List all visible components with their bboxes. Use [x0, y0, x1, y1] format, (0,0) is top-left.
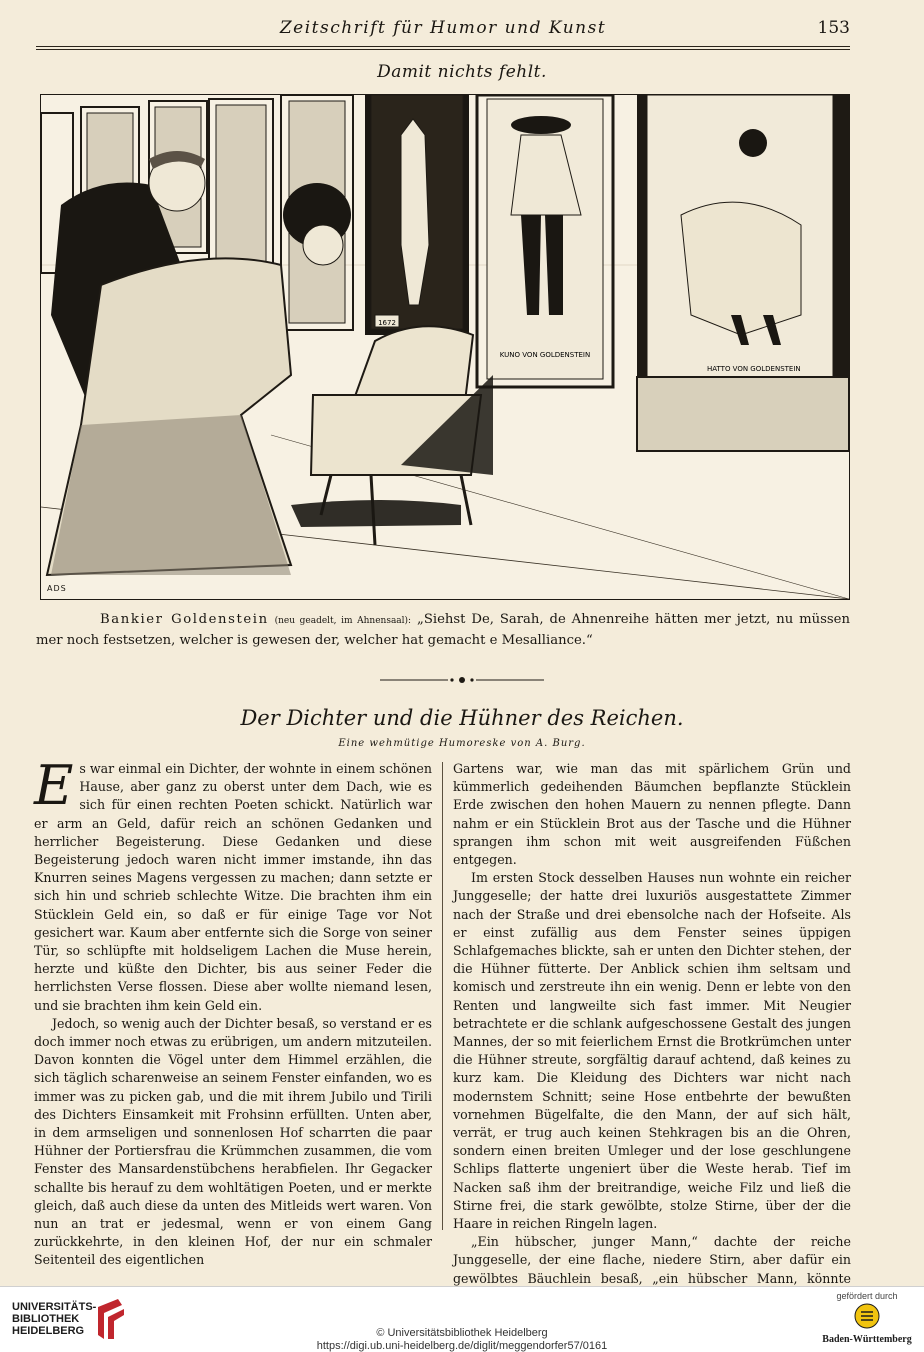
header-rule	[36, 49, 850, 50]
page-number: 153	[817, 18, 850, 38]
gallery-scene-drawing	[41, 95, 849, 599]
paragraph: Im ersten Stock desselben Hauses nun wohnte ein reicher Junggeselle; der hatte drei luxuriös ausgestattete Zimmer nach der Straße und drei ebensolche nach der Hofseite. Als er einst zufällig aus dem Fenster seines üppigen Schlafgemaches blickte, sah er unten den Dichter stehen, der die Hühner fütterte. Der Anblick schien ihm seltsam und komisch und zerstreute ihn ein wenig. Denn er lebte von den Renten und langweilte sich fast immer. Mit Neugier betrachtete er die schlank aufgeschossene Gestalt des jungen Mannes, der so mit feierlichem Ernst die Brotkrümchen unter die Hühner streute, sorgfältig darauf achtend, daß keines zu kurz kam. Die Kleidung des Dichters war nicht nach modernstem Schnitt; seine Hose entbehrte der bewußten vornehmen Bügelfalte, die den Mann, der auf sich hält, verrät, er trug auch keinen Stehkragen bis an die Ohren, sondern einen breiten Umleger und der lose geschlungene Schlips flatterte ungeniert über die Weste herab. Tief im Nacken saß ihm der breitrandige, weiche Filz und ließ die Stirne frei, die stark gewölbte, stolze Stirne, über der die Haare in reichen Ringeln lagen.	[453, 870, 851, 1232]
cartoon-title: Damit nichts fehlt.	[377, 62, 547, 82]
caption-stage-note: (neu geadelt, im Ahnensaal):	[274, 616, 412, 626]
sponsor-block	[822, 1291, 912, 1345]
running-head	[36, 18, 850, 44]
cartoon-illustration	[40, 94, 850, 600]
paragraph: Es war einmal ein Dichter, der wohnte in einem schönen Hause, aber ganz zu oberst unter dem Dach, wie es sich für einen rechten Poeten schickt. Natürlich war er arm an Geld, dafür reich an schönen Gedanken und herrlicher Begeisterung. Diese Gedanken und diese Begeisterung jedoch waren nicht immer imstande, ihn das Knurren seines Magens vergessen zu machen; dann setzte er sich hin und schrieb schlechte Witze. Die brachten ihm ein Stücklein Geld ein, so daß er für einige Tage vor Not gesichert war. Kaum aber entfernte sich die Sorge von seiner Tür, so schlüpfte mit holdseligem Lachen die Muse herein, herzte und küßte den Dichter, bis aus seiner Feder die herrlichsten Verse flossen. Diese aber wollte niemand lesen, und sie brachten ihm kein Geld ein.	[34, 754, 432, 1013]
paragraph: „Ein hübscher, junger Mann,“ dachte der reiche Junggeselle, der eine flache, niedere Stirn, aber dafür ein gewölbtes Bäuchlein besaß, „ein hübscher Mann, könnte	[453, 1234, 851, 1286]
text-column-left	[34, 754, 432, 1270]
journal-title: Zeitschrift für Humor und Kunst	[279, 18, 607, 38]
cartoon-caption	[36, 610, 850, 650]
viewer-footer	[0, 1286, 924, 1352]
state-crest-icon	[854, 1303, 880, 1329]
paragraph: Gartens war, wie man das mit spärlichem Grün und kümmerlich gedeihenden Bäumchen bepflanzte Stücklein Erde zwischen den hohen Mauern zu nennen pflegte. Dann nahm er ein Stücklein Brot aus der Tasche und die Hühner sprangen ihm schon mit weit ausgreifenden Füßchen entgegen.	[453, 761, 851, 868]
sponsor-label: gefördert durch	[836, 1291, 898, 1301]
story-subtitle: Eine wehmütige Humoreske von A. Burg.	[338, 738, 586, 749]
header-rule	[36, 46, 850, 47]
copyright-notice: © Universitätsbibliothek Heidelberg	[376, 1327, 548, 1339]
paragraph: Jedoch, so wenig auch der Dichter besaß, so verstand er es doch immer noch etwas zu erübrigen, um andern mitzuteilen. Davon konnten die Vögel unter dem Himmel erzählen, die sich täglich scharenweise an seinem Fenster einfanden, wo es immer was zu picken gab, und die mit ihrem Jubilo und Tirili des Dichters Einsamkeit mit Frohsinn erfüllten. Unten aber, in dem armseligen und sonnenlosen Hof scharrten die paar Hühner der Portiersfrau die Krümmchen zusammen, die vom Fenster des Mansardenstübchens herabfielen. Ihr Gegacker schallte bis herauf zu dem wohltätigen Poeten, und er merkte gleich, daß auch diese da unten des Mitleids wert waren. Von nun an trat er jedesmal, wenn er von einem Gang zurückkehrte, in den kleinen Hof, der nur ein schmaler Seitenteil des eigentlichen	[34, 1015, 432, 1268]
column-divider	[442, 762, 443, 1230]
portrait-year-label: 1672	[378, 319, 396, 327]
story-title: Der Dichter und die Hühner des Reichen.	[240, 706, 684, 730]
caption-speaker: Bankier Goldenstein	[100, 612, 269, 627]
section-ornament	[0, 672, 924, 688]
caption-speech: „Siehst De, Sarah, de Ahnenreihe hätten mer jetzt, nu müssen mer noch festsetzen, welcher is gewesen der, welcher hat gemacht e Mesalliance.“	[36, 612, 850, 648]
artist-signature: ADS	[47, 584, 67, 593]
portrait-name-label: KUNO VON GOLDENSTEIN	[499, 351, 591, 359]
text-column-right	[453, 760, 851, 1306]
drop-cap: E	[34, 754, 74, 817]
portrait-name-label: HATTO VON GOLDENSTEIN	[707, 365, 801, 373]
document-url[interactable]: https://digi.ub.uni-heidelberg.de/diglit/meggendorfer57/0161	[316, 1340, 608, 1352]
sponsor-name: Baden-Württemberg	[822, 1334, 912, 1345]
library-name[interactable]: UNIVERSITÄTS- BIBLIOTHEK HEIDELBERG	[12, 1301, 97, 1337]
